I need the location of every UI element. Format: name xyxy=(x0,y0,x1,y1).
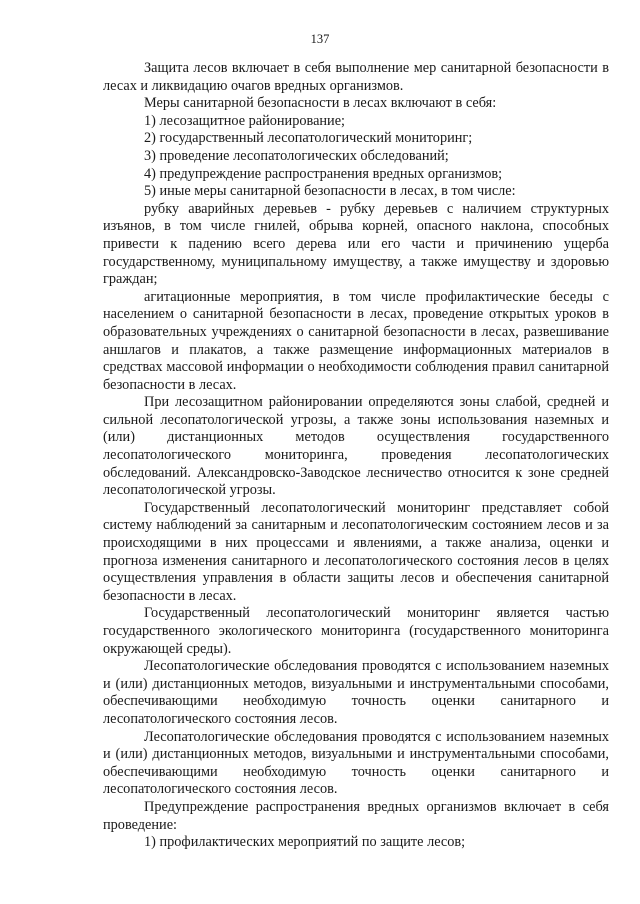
paragraph-surveys-2: Лесопатологические обследования проводятся с использованием наземных и (или) дистанционных методов, визуальными и инструментальными способами, обеспечивающими необходимую точность оценки санитарного и лесопатологического состояния лесов. xyxy=(103,728,609,798)
body-text xyxy=(103,60,609,852)
list-item-5: 5) иные меры санитарной безопасности в лесах, в том числе: xyxy=(144,183,516,200)
page-number: 137 xyxy=(310,32,330,46)
list-item-4: 4) предупреждение распространения вредных организмов; xyxy=(144,165,503,182)
paragraph-awareness-activities: агитационные мероприятия, в том числе профилактические беседы с населением о санитарной безопасности в лесах, проведение открытых уроков в образовательных учреждениях о санитарной безопасности в лесах, развешивание аншлагов и плакатов, а также размещение информационных материалов в средствах массовой информации о необходимости соблюдения правил санитарной безопасности в лесах. xyxy=(103,288,609,393)
paragraph-monitoring-definition: Государственный лесопатологический мониторинг представляет собой систему наблюдений за санитарным и лесопатологическим состоянием лесов и за происходящими в них процессами и явлениями, а также анализа, оценки и прогноза изменения санитарного и лесопатологического состояния лесов в целях осуществления управления в области защиты лесов и обеспечения санитарной безопасности в лесах. xyxy=(103,499,609,604)
list-item-2: 2) государственный лесопатологический мониторинг; xyxy=(144,130,473,147)
list-item-3: 3) проведение лесопатологических обследований; xyxy=(144,147,449,164)
paragraph-sanitary-measures-heading: Меры санитарной безопасности в лесах включают в себя: xyxy=(144,95,497,112)
paragraph-emergency-tree-felling: рубку аварийных деревьев - рубку деревьев с наличием структурных изъянов, в том числе гнилей, обрыва корней, опасного наклона, способных привести к падению всего дерева или его части и причинению ущерба государственному, муниципальному имуществу, а также имуществу и здоровью граждан; xyxy=(103,200,609,288)
paragraph-monitoring-part-of: Государственный лесопатологический мониторинг является частью государственного экологического мониторинга (государственного мониторинга окружающей среды). xyxy=(103,605,609,657)
paragraph-surveys-1: Лесопатологические обследования проводятся с использованием наземных и (или) дистанционных методов, визуальными и инструментальными способами, обеспечивающими необходимую точность оценки санитарного и лесопатологического состояния лесов. xyxy=(103,658,609,727)
paragraph-prevention-heading: Предупреждение распространения вредных организмов включает в себя проведение: xyxy=(103,798,609,833)
list-item-prevention-1: 1) профилактических мероприятий по защите лесов; xyxy=(144,834,466,851)
list-item-1: 1) лесозащитное районирование; xyxy=(144,112,346,129)
paragraph-forest-protection-intro: Защита лесов включает в себя выполнение мер санитарной безопасности в лесах и ликвидацию очагов вредных организмов. xyxy=(103,60,609,94)
paragraph-zoning: При лесозащитном районировании определяются зоны слабой, средней и сильной лесопатологической угрозы, а также зоны использования наземных и (или) дистанционных методов осуществления государственного лесопатологического мониторинга, проведения лесопатологических обследований. Александровско-Заводское лесничество относится к зоне средней лесопатологической угрозы. xyxy=(103,394,609,499)
